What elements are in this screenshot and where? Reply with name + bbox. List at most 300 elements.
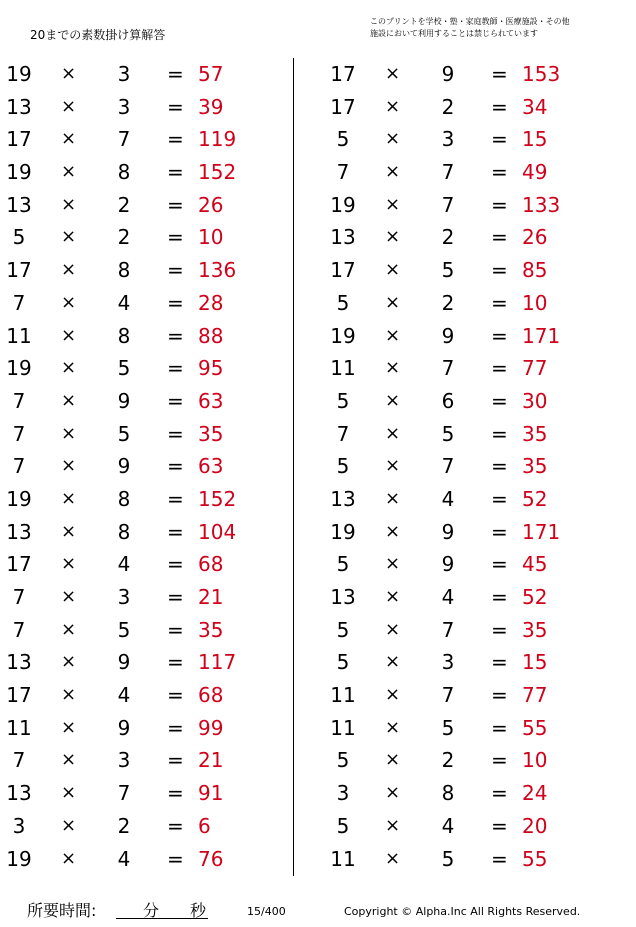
answer: 119 (198, 127, 237, 152)
problem-row (300, 679, 636, 712)
multiplicand: 11 (330, 715, 356, 740)
multiplicand: 17 (330, 258, 356, 283)
multiplier: 5 (441, 258, 455, 283)
multiplier: 9 (441, 323, 455, 348)
problem-row (0, 221, 292, 254)
multiplicand: 19 (6, 62, 32, 86)
answer: 99 (198, 715, 224, 740)
equals-sign: = (167, 650, 184, 675)
multiplicand: 13 (6, 650, 32, 675)
multiplicand: 7 (12, 617, 26, 642)
multiplier: 5 (117, 356, 131, 381)
answer: 34 (522, 94, 548, 119)
answer: 24 (522, 781, 548, 806)
multiplicand: 3 (12, 813, 26, 838)
multiplicand: 13 (6, 781, 32, 806)
times-sign: × (385, 749, 401, 771)
problem-row (300, 483, 636, 516)
equals-sign: = (167, 94, 184, 119)
times-sign: × (61, 357, 77, 379)
multiplicand: 5 (336, 454, 350, 479)
multiplier: 2 (441, 94, 455, 119)
worksheet-footer (0, 898, 636, 924)
times-sign: × (385, 618, 401, 640)
equals-sign: = (167, 552, 184, 577)
equals-sign: = (167, 356, 184, 381)
answer: 152 (198, 486, 237, 511)
times-sign: × (61, 814, 77, 836)
times-sign: × (385, 291, 401, 313)
multiplicand: 11 (6, 323, 32, 348)
equals-sign: = (167, 486, 184, 511)
problem-row (0, 450, 292, 483)
times-sign: × (61, 487, 77, 509)
times-sign: × (385, 63, 401, 84)
equals-sign: = (491, 62, 508, 86)
multiplier: 4 (117, 290, 131, 315)
page-number: 15/400 (247, 905, 286, 918)
equals-sign: = (491, 519, 508, 544)
multiplicand: 7 (12, 585, 26, 609)
answer: 91 (198, 781, 224, 806)
times-sign: × (385, 814, 401, 836)
problem-row (0, 581, 292, 614)
problem-row (300, 614, 636, 647)
multiplier: 5 (441, 715, 455, 740)
times-sign: × (385, 487, 401, 509)
multiplier: 2 (441, 748, 455, 773)
multiplier: 5 (441, 421, 455, 446)
problem-row (0, 516, 292, 549)
problem-row (300, 189, 636, 222)
multiplier: 4 (117, 683, 131, 708)
answer: 68 (198, 683, 224, 708)
usage-notice (370, 16, 632, 40)
answer: 10 (198, 225, 224, 250)
multiplier: 2 (117, 225, 131, 250)
equals-sign: = (167, 225, 184, 250)
multiplicand: 5 (336, 290, 350, 315)
equals-sign: = (167, 748, 184, 773)
multiplicand: 11 (6, 715, 32, 740)
times-sign: × (385, 193, 401, 215)
problem-row (0, 320, 292, 353)
problem-row (0, 646, 292, 679)
equals-sign: = (491, 813, 508, 838)
times-sign: × (385, 422, 401, 444)
multiplicand: 17 (6, 683, 32, 708)
times-sign: × (385, 520, 401, 542)
times-sign: × (385, 389, 401, 411)
problem-row (300, 712, 636, 745)
multiplier: 3 (441, 127, 455, 152)
answer: 52 (522, 486, 548, 511)
multiplicand: 11 (330, 846, 356, 871)
multiplier: 9 (117, 388, 131, 413)
times-sign: × (61, 455, 77, 477)
equals-sign: = (491, 781, 508, 806)
times-sign: × (385, 357, 401, 379)
multiplicand: 5 (336, 617, 350, 642)
problem-row (300, 744, 636, 777)
answer: 49 (522, 160, 548, 185)
multiplier: 5 (441, 846, 455, 871)
problem-row (0, 418, 292, 451)
problem-row (0, 679, 292, 712)
multiplicand: 7 (336, 421, 350, 446)
equals-sign: = (167, 454, 184, 479)
multiplicand: 5 (336, 650, 350, 675)
times-sign: × (385, 651, 401, 673)
answer: 76 (198, 846, 224, 871)
answer: 45 (522, 552, 548, 577)
multiplier: 3 (441, 650, 455, 675)
times-sign: × (385, 161, 401, 183)
times-sign: × (61, 716, 77, 738)
answer: 77 (522, 683, 548, 708)
times-sign: × (61, 684, 77, 706)
times-sign: × (385, 324, 401, 346)
problem-row (300, 581, 636, 614)
equals-sign: = (167, 715, 184, 740)
equals-sign: = (167, 323, 184, 348)
problem-row (0, 385, 292, 418)
multiplier: 3 (117, 748, 131, 773)
equals-sign: = (167, 192, 184, 217)
multiplicand: 7 (12, 748, 26, 773)
answer: 26 (198, 192, 224, 217)
multiplier: 9 (117, 650, 131, 675)
multiplier: 9 (441, 519, 455, 544)
equals-sign: = (491, 290, 508, 315)
multiplicand: 13 (330, 486, 356, 511)
multiplier: 8 (117, 258, 131, 283)
multiplier: 7 (441, 160, 455, 185)
multiplier: 8 (117, 519, 131, 544)
answer: 77 (522, 356, 548, 381)
equals-sign: = (491, 552, 508, 577)
answer: 20 (522, 813, 548, 838)
equals-sign: = (491, 748, 508, 773)
problem-row (300, 58, 636, 91)
times-sign: × (385, 95, 401, 117)
multiplicand: 19 (6, 356, 32, 381)
multiplier: 8 (117, 160, 131, 185)
multiplier: 4 (441, 486, 455, 511)
answer: 85 (522, 258, 548, 283)
answer: 35 (198, 421, 224, 446)
answer: 171 (522, 323, 561, 348)
multiplicand: 19 (330, 192, 356, 217)
times-sign: × (61, 291, 77, 313)
answer: 133 (522, 192, 561, 217)
times-sign: × (61, 389, 77, 411)
equals-sign: = (491, 486, 508, 511)
problem-row (0, 58, 292, 91)
equals-sign: = (491, 617, 508, 642)
equals-sign: = (491, 225, 508, 250)
multiplicand: 5 (12, 225, 26, 250)
seconds-unit: 秒 (190, 901, 207, 920)
times-sign: × (385, 684, 401, 706)
problem-row (0, 156, 292, 189)
multiplicand: 13 (6, 519, 32, 544)
multiplier: 7 (441, 617, 455, 642)
multiplier: 6 (441, 388, 455, 413)
answer: 28 (198, 290, 224, 315)
answer: 6 (198, 813, 211, 838)
answer: 21 (198, 585, 224, 609)
multiplicand: 7 (12, 454, 26, 479)
times-sign: × (385, 226, 401, 248)
times-sign: × (385, 782, 401, 804)
answer: 35 (522, 454, 548, 479)
equals-sign: = (491, 650, 508, 675)
equals-sign: = (491, 388, 508, 413)
times-sign: × (61, 553, 77, 575)
times-sign: × (385, 455, 401, 477)
answer: 15 (522, 650, 548, 675)
equals-sign: = (491, 323, 508, 348)
answer: 21 (198, 748, 224, 773)
multiplier: 2 (441, 290, 455, 315)
multiplicand: 13 (330, 225, 356, 250)
multiplier: 4 (117, 846, 131, 871)
answer: 171 (522, 519, 561, 544)
multiplier: 3 (117, 94, 131, 119)
multiplier: 4 (117, 552, 131, 577)
answer: 10 (522, 290, 548, 315)
right-problem-column (300, 58, 636, 875)
answer: 35 (522, 421, 548, 446)
times-sign: × (385, 847, 401, 869)
times-sign: × (61, 161, 77, 183)
column-divider (293, 58, 294, 876)
problem-row (0, 810, 292, 843)
usage-notice-line-2: 施設において利用することは禁じられています (370, 29, 538, 38)
equals-sign: = (167, 683, 184, 708)
times-sign: × (61, 618, 77, 640)
answer: 136 (198, 258, 237, 283)
equals-sign: = (491, 683, 508, 708)
problem-row (0, 91, 292, 124)
times-sign: × (61, 749, 77, 771)
answer: 39 (198, 94, 224, 119)
multiplier: 7 (441, 356, 455, 381)
answer: 104 (198, 519, 237, 544)
equals-sign: = (491, 192, 508, 217)
multiplicand: 19 (330, 323, 356, 348)
equals-sign: = (167, 846, 184, 871)
problem-row (300, 91, 636, 124)
multiplier: 3 (117, 62, 131, 86)
multiplier: 9 (117, 715, 131, 740)
answer: 30 (522, 388, 548, 413)
times-sign: × (385, 128, 401, 150)
multiplier: 8 (117, 486, 131, 511)
equals-sign: = (167, 388, 184, 413)
equals-sign: = (167, 617, 184, 642)
answer: 153 (522, 62, 561, 86)
answer: 88 (198, 323, 224, 348)
multiplicand: 13 (330, 585, 356, 609)
problem-row (300, 646, 636, 679)
answer: 55 (522, 846, 548, 871)
problem-row (300, 352, 636, 385)
times-sign: × (61, 95, 77, 117)
problem-row (300, 254, 636, 287)
multiplicand: 17 (6, 258, 32, 283)
times-sign: × (61, 128, 77, 150)
multiplier: 7 (441, 192, 455, 217)
multiplicand: 13 (6, 94, 32, 119)
equals-sign: = (491, 160, 508, 185)
equals-sign: = (167, 62, 184, 86)
multiplicand: 17 (330, 62, 356, 86)
multiplicand: 7 (12, 388, 26, 413)
problem-row (300, 777, 636, 810)
times-sign: × (61, 63, 77, 84)
problem-row (0, 352, 292, 385)
problem-row (0, 254, 292, 287)
answer: 52 (522, 585, 548, 609)
problem-row (0, 744, 292, 777)
answer: 15 (522, 127, 548, 152)
multiplicand: 7 (12, 290, 26, 315)
multiplicand: 11 (330, 683, 356, 708)
multiplier: 7 (117, 127, 131, 152)
times-sign: × (61, 782, 77, 804)
equals-sign: = (167, 421, 184, 446)
multiplicand: 17 (6, 552, 32, 577)
problem-row (300, 450, 636, 483)
problem-row (300, 418, 636, 451)
multiplicand: 5 (336, 813, 350, 838)
multiplier: 4 (441, 585, 455, 609)
equals-sign: = (167, 781, 184, 806)
times-sign: × (61, 259, 77, 281)
multiplier: 7 (441, 454, 455, 479)
multiplicand: 19 (6, 160, 32, 185)
multiplicand: 7 (336, 160, 350, 185)
multiplier: 8 (441, 781, 455, 806)
multiplier: 2 (117, 813, 131, 838)
multiplicand: 5 (336, 127, 350, 152)
equals-sign: = (491, 846, 508, 871)
equals-sign: = (167, 290, 184, 315)
problem-row (0, 123, 292, 156)
answer: 57 (198, 62, 224, 86)
multiplier: 7 (117, 781, 131, 806)
problem-row (300, 156, 636, 189)
equals-sign: = (491, 454, 508, 479)
equals-sign: = (167, 585, 184, 609)
multiplier: 5 (117, 421, 131, 446)
times-sign: × (61, 193, 77, 215)
answer: 35 (198, 617, 224, 642)
problem-row (300, 287, 636, 320)
times-sign: × (385, 586, 401, 607)
times-sign: × (385, 259, 401, 281)
problem-row (0, 614, 292, 647)
problem-row (0, 287, 292, 320)
times-sign: × (61, 651, 77, 673)
problem-row (300, 221, 636, 254)
multiplier: 3 (117, 585, 131, 609)
multiplicand: 5 (336, 552, 350, 577)
usage-notice-line-1: このプリントを学校・塾・家庭教師・医療施設・その他 (370, 17, 570, 26)
multiplicand: 19 (6, 486, 32, 511)
equals-sign: = (167, 519, 184, 544)
multiplicand: 13 (6, 192, 32, 217)
multiplicand: 19 (330, 519, 356, 544)
answer: 63 (198, 454, 224, 479)
answer: 55 (522, 715, 548, 740)
times-sign: × (61, 586, 77, 607)
equals-sign: = (167, 813, 184, 838)
problem-row (0, 548, 292, 581)
page-title: 20までの素数掛け算解答 (30, 28, 166, 42)
problem-row (300, 548, 636, 581)
answer: 95 (198, 356, 224, 381)
times-sign: × (385, 553, 401, 575)
equals-sign: = (491, 715, 508, 740)
problem-row (300, 810, 636, 843)
answer: 10 (522, 748, 548, 773)
answer: 68 (198, 552, 224, 577)
times-sign: × (385, 716, 401, 738)
multiplier: 2 (117, 192, 131, 217)
multiplicand: 11 (330, 356, 356, 381)
multiplicand: 17 (330, 94, 356, 119)
multiplicand: 17 (6, 127, 32, 152)
multiplicand: 7 (12, 421, 26, 446)
equals-sign: = (167, 160, 184, 185)
problem-row (0, 189, 292, 222)
equals-sign: = (491, 94, 508, 119)
multiplier: 9 (117, 454, 131, 479)
problem-row (300, 385, 636, 418)
problem-row (0, 777, 292, 810)
minutes-unit: 分 (143, 901, 160, 920)
times-sign: × (61, 226, 77, 248)
multiplier: 9 (441, 552, 455, 577)
multiplier: 7 (441, 683, 455, 708)
problem-row (0, 843, 292, 876)
multiplier: 8 (117, 323, 131, 348)
multiplier: 2 (441, 225, 455, 250)
answer: 117 (198, 650, 237, 675)
times-sign: × (61, 847, 77, 869)
equals-sign: = (491, 356, 508, 381)
times-sign: × (61, 520, 77, 542)
answer: 152 (198, 160, 237, 185)
equals-sign: = (491, 127, 508, 152)
multiplicand: 5 (336, 388, 350, 413)
times-sign: × (61, 422, 77, 444)
multiplier: 4 (441, 813, 455, 838)
multiplier: 9 (441, 62, 455, 86)
answer: 63 (198, 388, 224, 413)
problem-row (300, 320, 636, 353)
problem-row (0, 483, 292, 516)
answer: 35 (522, 617, 548, 642)
problem-row (300, 516, 636, 549)
problem-row (300, 843, 636, 876)
multiplicand: 3 (336, 781, 350, 806)
equals-sign: = (167, 127, 184, 152)
multiplier: 5 (117, 617, 131, 642)
